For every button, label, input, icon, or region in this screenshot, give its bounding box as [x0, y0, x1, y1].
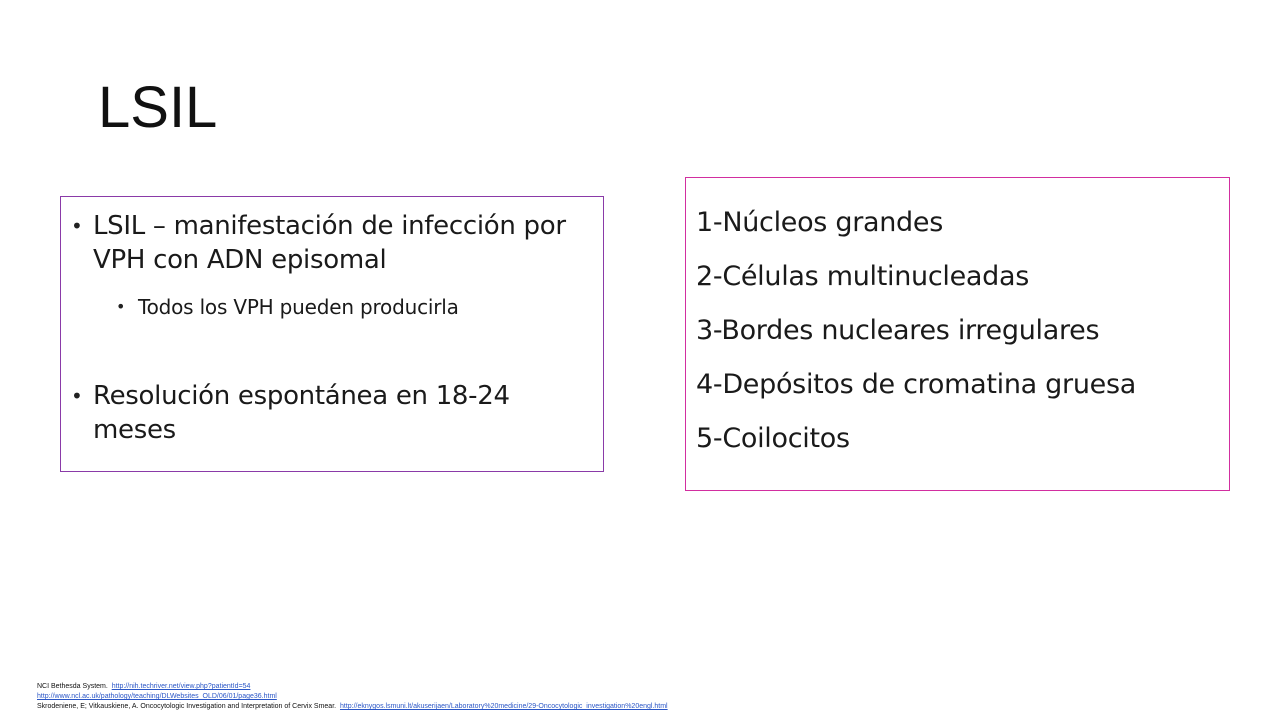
features-box — [685, 177, 1230, 491]
list-item: 3-Bordes nucleares irregulares — [696, 315, 1100, 346]
bullet-infection-text: LSIL – manifestación de infección por VPH con ADN episomal — [93, 211, 566, 275]
slide-title: LSIL — [98, 75, 218, 140]
bullet-infection — [71, 209, 593, 277]
list-item: 5-Coilocitos — [696, 423, 850, 454]
reference-1-link[interactable]: http://nih.techriver.net/view.php?patientId=54 — [111, 683, 251, 690]
reference-3-link[interactable]: http://eknygos.lsmuni.lt/akuserijaen/Laboratory%20medicine/29-Oncocytologic_investigation%20engl.html — [339, 703, 668, 710]
bullet-resolution-text: Resolución espontánea en 18-24 meses — [93, 381, 510, 445]
features-list — [696, 205, 1136, 475]
reference-2-link[interactable]: http://www.ncl.ac.uk/pathology/teaching/DLWebsites_OLD/06/01/page36.html — [37, 693, 277, 700]
summary-box — [60, 196, 604, 472]
bullet-dot-icon: • — [71, 214, 83, 238]
bullet-dot-icon: • — [116, 297, 126, 316]
sub-bullet-all-vph — [116, 293, 596, 321]
reference-1 — [37, 682, 1037, 692]
bullet-dot-icon: • — [71, 384, 83, 408]
reference-3 — [37, 702, 1037, 712]
reference-3-text: Skrodeniene, E; Vitkauskiene, A. Oncocytologic Investigation and Interpretation of Cervix Smear. — [37, 703, 337, 710]
reference-2 — [37, 692, 1037, 702]
reference-1-text: NCI Bethesda System. — [37, 683, 108, 690]
list-item: 4-Depósitos de cromatina gruesa — [696, 369, 1136, 400]
references — [37, 682, 1037, 712]
list-item: 1-Núcleos grandes — [696, 207, 943, 238]
bullet-resolution — [71, 379, 593, 447]
sub-bullet-text: Todos los VPH pueden producirla — [138, 295, 459, 319]
list-item: 2-Células multinucleadas — [696, 261, 1029, 292]
